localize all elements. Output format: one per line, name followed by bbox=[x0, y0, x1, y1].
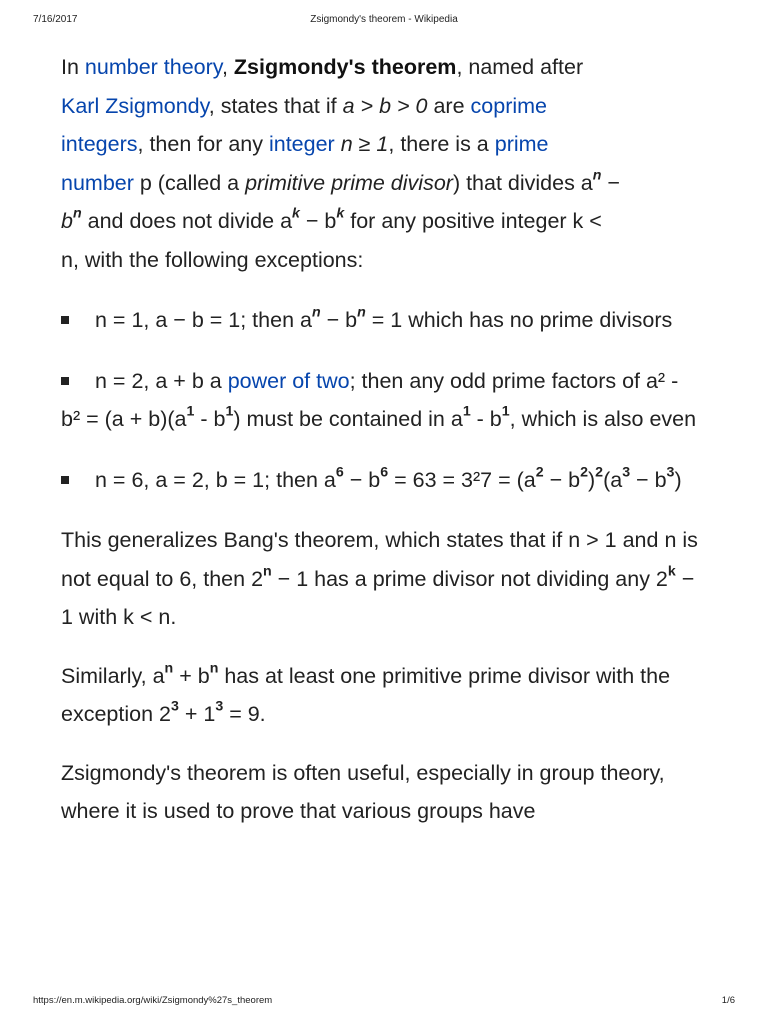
link-prime[interactable]: prime bbox=[494, 132, 549, 156]
exception-text: n = 1, a − b = 1; then a bbox=[95, 308, 312, 332]
exception-text: ; then any odd prime factors of a² - b² = (a + b)(a bbox=[61, 368, 679, 431]
intro-math: n ≥ 1 bbox=[340, 132, 389, 156]
superscript: n bbox=[357, 304, 366, 321]
superscript: k bbox=[292, 205, 300, 222]
intro-text: p (called a bbox=[133, 170, 246, 195]
exception-text: (a bbox=[603, 467, 623, 492]
intro-text: , there is a bbox=[388, 132, 495, 156]
intro-math: b bbox=[61, 209, 73, 233]
print-title: Zsigmondy's theorem - Wikipedia bbox=[310, 14, 458, 25]
exception-text: ) bbox=[588, 467, 596, 492]
article-content bbox=[61, 48, 701, 831]
print-header bbox=[33, 14, 735, 28]
intro-text: n, with the following exceptions: bbox=[61, 247, 364, 272]
paragraph-text: has at least one primitive prime divisor with the exception 2 bbox=[61, 663, 671, 726]
exception-text: , which is also even bbox=[509, 407, 697, 431]
link-coprime[interactable]: coprime bbox=[470, 93, 547, 118]
superscript: 1 bbox=[462, 403, 471, 420]
similar-paragraph bbox=[61, 657, 701, 734]
exception-text: n = 2, a + b a bbox=[95, 368, 228, 393]
superscript: k bbox=[667, 562, 676, 579]
paragraph-text: This generalizes Bang's theorem, which states that if n > 1 and n is not equal to 6, then 2 bbox=[61, 528, 698, 591]
intro-text: − b bbox=[299, 209, 337, 233]
superscript: n bbox=[209, 659, 219, 676]
intro-text: for any positive integer k < bbox=[344, 209, 602, 233]
usage-paragraph: Zsigmondy's theorem is often useful, especially in group theory, where it is used to prove that various groups have bbox=[61, 760, 665, 823]
superscript: n bbox=[311, 304, 321, 321]
exception-text: ) must be contained in a bbox=[233, 407, 463, 431]
superscript: 1 bbox=[225, 403, 234, 420]
superscript: 3 bbox=[170, 698, 179, 715]
exception-text: ) bbox=[674, 467, 682, 492]
exception-text: − b bbox=[630, 467, 667, 492]
link-integer[interactable]: integer bbox=[268, 132, 335, 156]
intro-text: − bbox=[601, 170, 620, 195]
superscript: n bbox=[592, 166, 602, 183]
link-integers[interactable]: integers bbox=[61, 132, 138, 156]
link-karl-zsigmondy[interactable]: Karl Zsigmondy bbox=[61, 93, 209, 118]
paragraph-text: Similarly, a bbox=[61, 663, 165, 688]
print-date: 7/16/2017 bbox=[33, 14, 78, 25]
paragraph-text: − 1 has a prime divisor not dividing any 2 bbox=[271, 566, 668, 591]
intro-paragraph: In number theory, Zsigmondy's theorem, named after Karl Zsigmondy, states that if a > b > 0 are coprime integers, then for any integer n ≥ 1, there is a prime number p (called a primitive prime divisor) that divides $a^n$ − $b^n$ and does not divide $a^k - b^k$ for any positive integer k < n, with the following exceptions: bbox=[61, 55, 620, 272]
link-power-of-two[interactable]: power of two bbox=[227, 368, 350, 393]
superscript: n bbox=[164, 659, 174, 676]
exceptions-list bbox=[61, 301, 701, 499]
exception-text: − b bbox=[543, 467, 581, 492]
intro-text: , then for any bbox=[137, 132, 269, 156]
intro-text: In bbox=[61, 55, 85, 79]
exception-text: - b bbox=[470, 407, 502, 431]
page-number: 1/6 bbox=[721, 995, 735, 1006]
intro-text: ) that divides a bbox=[452, 170, 593, 195]
link-number-theory[interactable]: number theory bbox=[84, 55, 222, 79]
print-url: https://en.m.wikipedia.org/wiki/Zsigmondy%27s_theorem bbox=[33, 995, 273, 1006]
superscript: n bbox=[72, 205, 82, 222]
paragraph-text: − 1 with k < n. bbox=[61, 566, 695, 629]
superscript: 1 bbox=[186, 403, 195, 420]
article-title-bold: Zsigmondy's theorem bbox=[233, 55, 457, 79]
intro-text: , states that if bbox=[208, 93, 343, 118]
paragraph-text: + 1 bbox=[178, 702, 216, 726]
superscript: k bbox=[336, 205, 345, 222]
exception-text: - b bbox=[194, 407, 226, 431]
exception-text: = 63 = 3²7 = (a bbox=[388, 467, 536, 492]
exception-text: n = 6, a = 2, b = 1; then a bbox=[95, 467, 336, 492]
intro-text: and does not divide a bbox=[81, 209, 293, 233]
superscript: 3 bbox=[215, 698, 224, 715]
link-number[interactable]: number bbox=[61, 170, 134, 195]
superscript: 2 bbox=[595, 463, 604, 480]
bang-paragraph bbox=[61, 521, 701, 637]
paragraph-text: = 9. bbox=[223, 702, 266, 726]
intro-math: a > b > 0 bbox=[342, 93, 428, 118]
superscript: 6 bbox=[380, 463, 389, 480]
bullet-icon bbox=[61, 316, 69, 324]
intro-text: are bbox=[427, 93, 471, 118]
intro-text: , named after bbox=[456, 55, 584, 79]
superscript: n bbox=[263, 562, 272, 579]
bullet-icon bbox=[61, 377, 69, 385]
exception-text: = 1 which has no prime divisors bbox=[365, 308, 673, 332]
superscript: 3 bbox=[622, 463, 631, 480]
bullet-icon bbox=[61, 476, 69, 484]
superscript: 6 bbox=[335, 463, 344, 480]
list-item bbox=[61, 461, 701, 500]
paragraph-text: + b bbox=[173, 663, 210, 688]
list-item bbox=[61, 362, 701, 439]
exception-text: − b bbox=[343, 467, 381, 492]
superscript: 1 bbox=[501, 403, 510, 420]
superscript: 3 bbox=[666, 463, 675, 480]
print-footer bbox=[33, 995, 735, 1009]
list-item bbox=[61, 301, 701, 340]
superscript: 2 bbox=[580, 463, 588, 480]
exception-text: − b bbox=[320, 308, 358, 332]
intro-emphasis: primitive prime divisor bbox=[245, 170, 453, 195]
superscript: 2 bbox=[535, 463, 544, 480]
